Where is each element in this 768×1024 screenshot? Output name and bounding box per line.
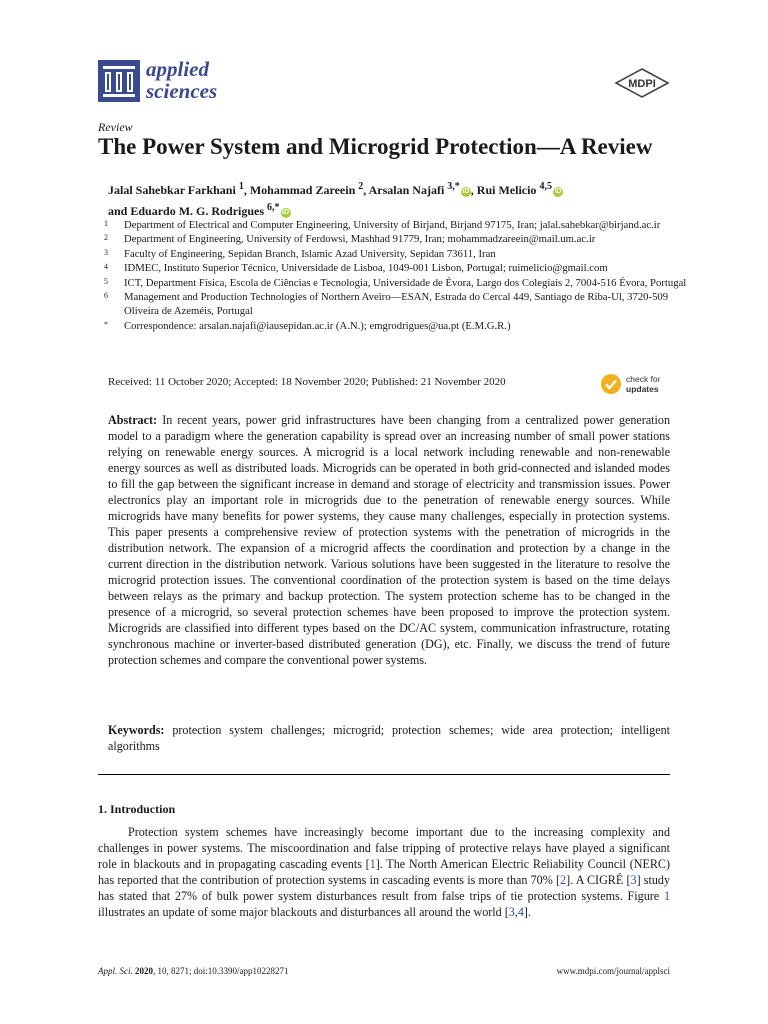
- check-updates-label: check for updates: [626, 374, 661, 394]
- citation-link[interactable]: 1: [369, 857, 376, 872]
- check-updates-icon: [600, 373, 622, 395]
- affiliation-item: 2 Department of Engineering, University of Ferdowsi, Mashhad 91779, Iran; mohammadzareein@mail.um.ac.ir: [104, 233, 596, 246]
- affiliation-item: 3 Faculty of Engineering, Sepidan Branch, Islamic Azad University, Sepidan 73611, Iran: [104, 247, 496, 260]
- author: and Eduardo M. G. Rodrigues $^{6,*}$ iD: [108, 202, 290, 218]
- journal-logo: [98, 58, 238, 106]
- article-title: The Power System and Microgrid Protection—A Review: [98, 134, 653, 159]
- correspondence: * Correspondence: arsalan.najafi@iausepidan.ac.ir (A.N.); emgrodrigues@ua.pt (E.M.G.R.): [104, 319, 511, 332]
- affiliation-item: 4 IDMEC, Instituto Superior Técnico, Universidade de Lisboa, 1049-001 Lisbon, Portugal; ruimelicio@gmail.com: [104, 262, 608, 275]
- check-for-updates-badge[interactable]: [600, 372, 672, 396]
- abstract: [108, 412, 670, 668]
- introduction-body: [98, 824, 670, 921]
- keywords-label: Keywords:: [108, 723, 165, 737]
- affiliation-list: [104, 218, 694, 333]
- orcid-icon[interactable]: iD: [554, 188, 562, 195]
- author-list: [108, 178, 668, 220]
- article-type: Review: [98, 120, 133, 134]
- paragraph: Protection system schemes have increasingly become important due to the increasing complexity and challenges in power systems. The miscoordination and false tripping of protective relays have played a significant role in blackouts and in propagating cascading events [1]. The North American Electric Reliability Council (NERC) has reported that the contribution of protection systems in cascading events is more than 70% [2]. A CIGRÉ [3] study has stated that 27% of bulk power system disturbances result from false trips of tie protection systems. Figure 1 illustrates an update of some major blackouts and disturbances all around the world [3,4].: [98, 825, 671, 920]
- journal-name-line1: applied: [146, 57, 209, 81]
- citation-link[interactable]: 3: [630, 873, 637, 888]
- abstract-label: Abstract:: [108, 413, 158, 427]
- section-divider: [98, 774, 670, 775]
- author: Rui Melicio $^{4,5}$ iD: [476, 181, 562, 197]
- author: Arsalan Najafi $^{3,*}$ iD ,: [368, 181, 477, 197]
- mdpi-logo-icon: [614, 68, 670, 98]
- applied-sciences-logo-icon: [98, 60, 140, 102]
- author: Mohammad Zareein $^2$,: [249, 181, 369, 197]
- publisher-name: MDPI: [628, 78, 656, 90]
- affiliation-item: 1 Department of Electrical and Computer Engineering, University of Birjand, Birjand 97175, Iran; jalal.sahebkar@birjand.ac.ir: [104, 219, 661, 231]
- citation-link[interactable]: 3: [508, 905, 515, 920]
- footer-citation: Appl. Sci. 2020, 10, 8271; doi:10.3390/app10228271: [98, 966, 289, 976]
- author: Jalal Sahebkar Farkhani $^1$,: [108, 181, 250, 197]
- orcid-icon[interactable]: iD: [462, 188, 470, 195]
- figure-link[interactable]: 1: [663, 889, 670, 904]
- affiliation-item: 5 ICT, Department Física, Escola de Ciências e Tecnologia, Universidade de Évora, Largo dos Colegiais 2, 7004-516 Évora, Portugal: [104, 276, 687, 289]
- publication-dates: Received: 11 October 2020; Accepted: 18 November 2020; Published: 21 November 2020: [108, 376, 506, 388]
- journal-name: [146, 58, 217, 102]
- section-heading: 1. Introduction: [98, 802, 176, 816]
- journal-name-line2: sciences: [146, 79, 218, 103]
- keywords-text: protection system challenges; microgrid; protection schemes; wide area protection; intelligent algorithms: [108, 723, 670, 753]
- abstract-text: In recent years, power grid infrastructures have been changing from a centralized power generation model to a paradigm where the generation capability is spread over an increasing number of small power stations relying on renewable energy sources. A microgrid is a local network including renewable and non-renewable energy sources as well as distributed loads. Microgrids can be operated in both grid-connected and islanded modes to fill the gap between the significant increase in demand and storage of electricity and transmission issues. Power electronics play an important role in microgrids due to the penetration of renewable energy sources. While microgrids have many benefits for power systems, they cause many challenges, especially in protection systems. This paper presents a comprehensive review of protection systems with the penetration of microgrids in the distribution network. The expansion of a microgrid affects the coordination and protection by a change in the current direction in the distribution network. Various solutions have been suggested in the literature to resolve the microgrid protection issues. The conventional coordination of the protection system is based on the time delays between relays as the primary and backup protection. The system protection scheme has to be changed in the presence of a microgrid, so several protection schemes have been proposed to improve the protection system. Microgrids are classified into different types based on the DC/AC system, communication infrastructure, rotating synchronous machine or inverter-based distributed generation (DG), etc. Finally, we discuss the trend of future protection schemes and compare the conventional power systems.: [108, 413, 670, 667]
- footer-journal-url[interactable]: www.mdpi.com/journal/applsci: [556, 966, 670, 976]
- citation-link[interactable]: 2: [560, 873, 567, 888]
- citation-link[interactable]: 4: [517, 905, 524, 920]
- keywords: [108, 722, 670, 754]
- affiliation-item: 6 Management and Production Technologies of Northern Aveiro—ESAN, Estrada do Cercal 449, Santiago de Riba-Ul, 3720-509 Oliveira de Azeméis, Portugal: [104, 291, 669, 318]
- orcid-icon[interactable]: iD: [282, 209, 290, 216]
- mdpi-logo: [614, 68, 670, 98]
